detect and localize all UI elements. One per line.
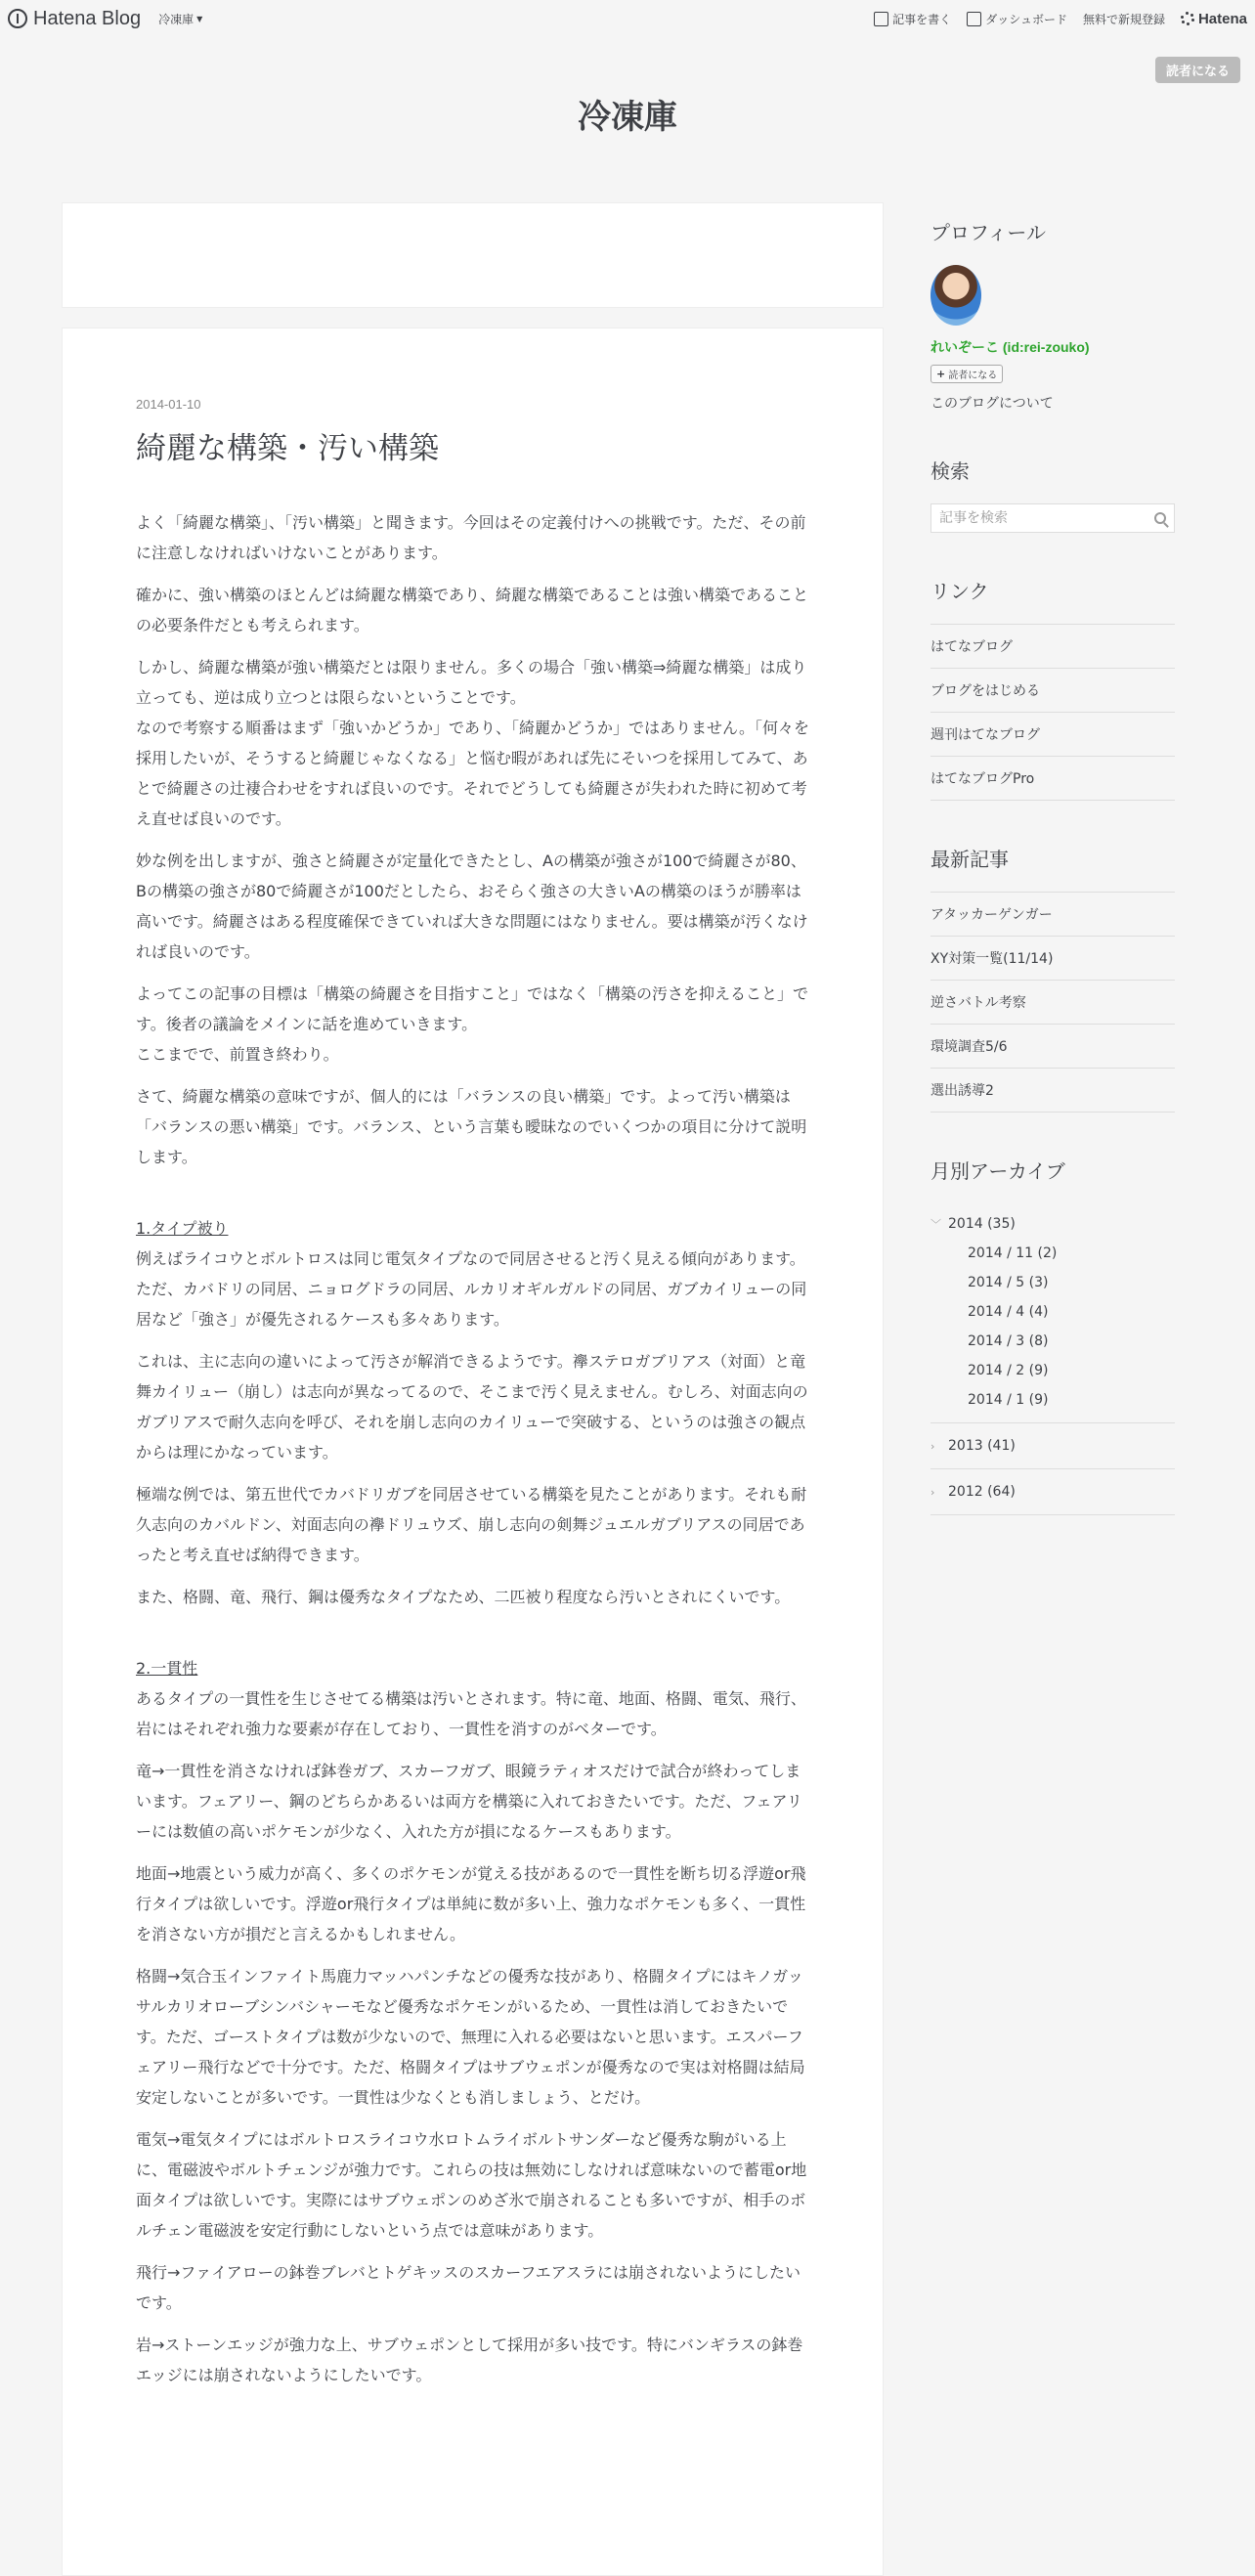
chevron-right-icon[interactable]: › xyxy=(930,1439,935,1453)
search-module xyxy=(930,456,1175,533)
links-title: リンク xyxy=(930,580,989,603)
archive-year-label: 2013 (41) xyxy=(948,1438,1016,1454)
search-input[interactable] xyxy=(939,510,1154,526)
hatena-blog-logo[interactable] xyxy=(8,8,141,30)
search-title: 検索 xyxy=(930,459,970,483)
archive-year[interactable] xyxy=(930,1431,1175,1461)
paragraph: 妙な例を出しますが、強さと綺麗さが定量化できたとし、Aの構築が強さが100で綺麗さが80、Bの構築の強さが80で綺麗さが100だとしたら、おそらく強さの大きいAの構築のほうが勝率は高いです。綺麗さはある程度確保できていれば大きな問題にはなりません。要は構築が汚くなければ良いのです。 xyxy=(136,851,808,962)
paragraph: あるタイプの一貫性を生じさせてる構築は汚いとされます。特に竜、地面、格闘、電気、飛行、岩にはそれぞれ強力な要素が存在しており、一貫性を消すのがベターです。 xyxy=(136,1689,806,1739)
paragraph: よく「綺麗な構築」、「汚い構築」と聞きます。今回はその定義付けへの挑戦です。ただ、その前に注意しなければいけないことがあります。 xyxy=(136,513,806,563)
link-item[interactable]: 週刊はてなブログ xyxy=(930,713,1175,757)
archive-list xyxy=(930,1203,1175,1515)
blog-title[interactable]: 冷凍庫 xyxy=(578,98,677,137)
profile-name[interactable]: れいぞーこ (id:rei-zouko) xyxy=(930,339,1090,355)
sidebar xyxy=(930,217,1175,1515)
paragraph-spacer xyxy=(136,1624,810,1653)
paragraph: 確かに、強い構築のほとんどは綺麗な構築であり、綺麗な構築であることは強い構築であることの必要条件だとも考えられます。 xyxy=(136,586,809,635)
archive-title: 月別アーカイブ xyxy=(930,1159,1065,1183)
pencil-icon xyxy=(874,12,888,26)
ad-area xyxy=(62,202,884,308)
entry-content xyxy=(136,507,810,2390)
archive-year-group xyxy=(930,1469,1175,1515)
paragraph-spacer xyxy=(136,1184,810,1213)
paragraph: 岩→ストーンエッジが強力な上、サブウェポンとして採用が多い技です。特にバンギラスの鉢巻エッジには崩されないようにしたいです。 xyxy=(136,2336,803,2385)
search-box xyxy=(930,503,1175,533)
write-entry-label: 記事を書く xyxy=(892,12,952,26)
search-icon[interactable] xyxy=(1154,512,1166,524)
links-list xyxy=(930,624,1175,801)
archive-month[interactable]: 2014 / 11 (2) xyxy=(968,1245,1058,1261)
recent-list xyxy=(930,892,1175,1113)
archive-month[interactable]: 2014 / 5 (3) xyxy=(968,1275,1049,1290)
links-module xyxy=(930,576,1175,801)
write-entry-link[interactable] xyxy=(874,11,951,27)
section-heading: 2.一貫性 xyxy=(136,1659,198,1679)
archive-year[interactable] xyxy=(930,1209,1175,1239)
subscribe-button[interactable]: 読者になる xyxy=(1155,57,1240,83)
paragraph: さて、綺麗な構築の意味ですが、個人的には「バランスの良い構築」です。よって汚い構築は「バランスの悪い構築」です。バランス、という言葉も曖昧なのでいくつかの項目に分けて説明します。 xyxy=(136,1087,807,1167)
global-header xyxy=(0,0,1255,37)
paragraph: これは、主に志向の違いによって汚さが解消できるようです。襷ステロガブリアス（対面）と竜舞カイリュー（崩し）は志向が異なってるので、そこまで汚く見えません。むしろ、対面志向のガブリアスで耐久志向を呼び、それを崩し志向のカイリューで突破する、というのは強さの観点からは理にかなっています。 xyxy=(136,1352,808,1463)
chevron-down-icon[interactable]: ﹀ xyxy=(930,1218,941,1231)
archive-module xyxy=(930,1156,1175,1515)
archive-year-label: 2014 (35) xyxy=(948,1216,1016,1232)
paragraph: よってこの記事の目標は「構築の綺麗さを目指すこと」ではなく「構築の汚さを抑えること」です。後者の議論をメインに話を進めていきます。 ここまでで、前置き終わり。 xyxy=(136,984,809,1065)
dashboard-label: ダッシュボード xyxy=(985,12,1067,26)
recent-module xyxy=(930,844,1175,1113)
hatena-menu[interactable] xyxy=(1181,11,1247,27)
brand-text: Hatena Blog xyxy=(33,7,142,29)
plus-icon: + xyxy=(936,368,946,380)
entry-article xyxy=(62,327,884,2576)
dashboard-icon xyxy=(967,12,981,26)
paragraph: 竜→一貫性を消さなければ鉢巻ガブ、スカーフガブ、眼鏡ラティオスだけで試合が終わってしまいます。フェアリー、鋼のどちらかあるいは両方を構築に入れておきたいです。ただ、フェアリーには数値の高いポケモンが少なく、入れた方が損になるケースもあります。 xyxy=(136,1762,802,1842)
paragraph: また、格闘、竜、飛行、鋼は優秀なタイプなため、二匹被り程度なら汚いとされにくいです。 xyxy=(136,1588,791,1607)
recent-entry-item[interactable]: XY対策一覧(11/14) xyxy=(930,937,1175,981)
signup-label: 無料で新規登録 xyxy=(1082,12,1165,26)
recent-entry-item[interactable]: 環境調査5/6 xyxy=(930,1025,1175,1069)
dashboard-link[interactable] xyxy=(967,11,1067,27)
blog-menu-label: 冷凍庫 xyxy=(158,12,195,26)
link-item[interactable]: ブログをはじめる xyxy=(930,669,1175,713)
archive-month[interactable]: 2014 / 1 (9) xyxy=(968,1392,1049,1408)
profile-subscribe-label: 読者になる xyxy=(948,371,998,381)
archive-year-group xyxy=(930,1209,1175,1423)
hatena-logo-icon xyxy=(8,9,27,28)
profile-title: プロフィール xyxy=(930,221,1046,244)
paragraph: 極端な例では、第五世代でカバドリガブを同居させている構築を見たことがあります。それも耐久志向のカバルドン、対面志向の襷ドリュウズ、崩し志向の剣舞ジュエルガブリアスの同居であったと考え直せば納得できます。 xyxy=(136,1485,807,1565)
paragraph: 例えばライコウとボルトロスは同じ電気タイプなので同居させると汚く見える傾向があります。 ただ、カバドリの同居、ニョログドラの同居、ルカリオギルガルドの同居、ガブカイリューの同居など「強さ」が優先されるケースも多々あります。 xyxy=(136,1249,807,1330)
recent-entry-item[interactable]: アタッカーゲンガー xyxy=(930,893,1175,937)
chevron-right-icon[interactable]: › xyxy=(930,1485,935,1499)
blog-menu-dropdown[interactable] xyxy=(158,11,202,27)
caret-down-icon: ▼ xyxy=(196,14,203,23)
signup-link[interactable] xyxy=(1083,11,1165,27)
hatena-dots-icon xyxy=(1181,12,1194,25)
archive-month[interactable]: 2014 / 2 (9) xyxy=(968,1363,1049,1378)
paragraph: 飛行→ファイアローの鉢巻ブレバとトゲキッスのスカーフエアスラには崩されないようにしたいです。 xyxy=(136,2263,801,2313)
archive-month[interactable]: 2014 / 3 (8) xyxy=(968,1333,1049,1349)
hatena-label: Hatena xyxy=(1197,10,1247,27)
archive-year-label: 2012 (64) xyxy=(948,1484,1016,1500)
archive-year-group xyxy=(930,1423,1175,1469)
profile-subscribe-button[interactable] xyxy=(930,365,1003,383)
archive-year[interactable] xyxy=(930,1477,1175,1506)
entry-date[interactable]: 2014-01-10 xyxy=(136,397,201,412)
recent-title: 最新記事 xyxy=(930,848,1009,871)
link-item[interactable]: はてなブログ xyxy=(930,625,1175,669)
recent-entry-item[interactable]: 逆さバトル考察 xyxy=(930,981,1175,1025)
link-item[interactable]: はてなブログPro xyxy=(930,757,1175,801)
avatar[interactable] xyxy=(930,265,981,326)
paragraph: 電気→電気タイプにはボルトロスライコウ水ロトムライボルトサンダーなど優秀な駒がいる上に、電磁波やボルトチェンジが強力です。これらの技は無効にしなければ意味ないので蓄電or地面タイプは欲しいです。実際にはサブウェポンのめざ氷で崩されることも多いですが、相手のボルチェン電磁波を安定行動にしないという点では意味があります。 xyxy=(136,2130,807,2241)
entry-title[interactable]: 綺麗な構築・汚い構築 xyxy=(136,431,439,466)
recent-entry-item[interactable]: 選出誘導2 xyxy=(930,1069,1175,1113)
section-heading: 1.タイプ被り xyxy=(136,1219,229,1239)
paragraph: しかし、綺麗な構築が強い構築だとは限りません。多くの場合「強い構築⇒綺麗な構築」は成り立っても、逆は成り立つとは限らないということです。 なので考察する順番はまず「強いかどうか」であり、「綺麗かどうか」ではありません。「何々を採用したいが、そうすると綺麗じゃなくなる」と悩む暇があれば先にそいつを採用してみて、あとで綺麗さの辻褄合わせをすれば良いのです。それでどうしても綺麗さが失われた時に初めて考え直せば良いのです。 xyxy=(136,658,809,829)
profile-module xyxy=(930,217,1175,413)
paragraph: 地面→地震という威力が高く、多くのポケモンが覚える技があるので一貫性を断ち切る浮遊or飛行タイプは欲しいです。浮遊or飛行タイプは単純に数が多い上、強力なポケモンも多く、一貫性を消さない方が損だと言えるかもしれません。 xyxy=(136,1864,806,1944)
about-blog-link[interactable]: このブログについて xyxy=(930,396,1054,412)
paragraph: 格闘→気合玉インファイト馬鹿力マッハパンチなどの優秀な技があり、格闘タイプにはキノガッサルカリオローブシンバシャーモなど優秀なポケモンがいるため、一貫性は消しておきたいです。ただ、ゴーストタイプは数が少ないので、無理に入れる必要はないと思います。エスパーフェアリー飛行などで十分です。ただ、格闘タイプはサブウェポンが優秀なので実は対格闘は結局安定しないことが多いです。一貫性は少なくとも消しましょう、とだけ。 xyxy=(136,1967,805,2108)
archive-month[interactable]: 2014 / 4 (4) xyxy=(968,1304,1049,1320)
